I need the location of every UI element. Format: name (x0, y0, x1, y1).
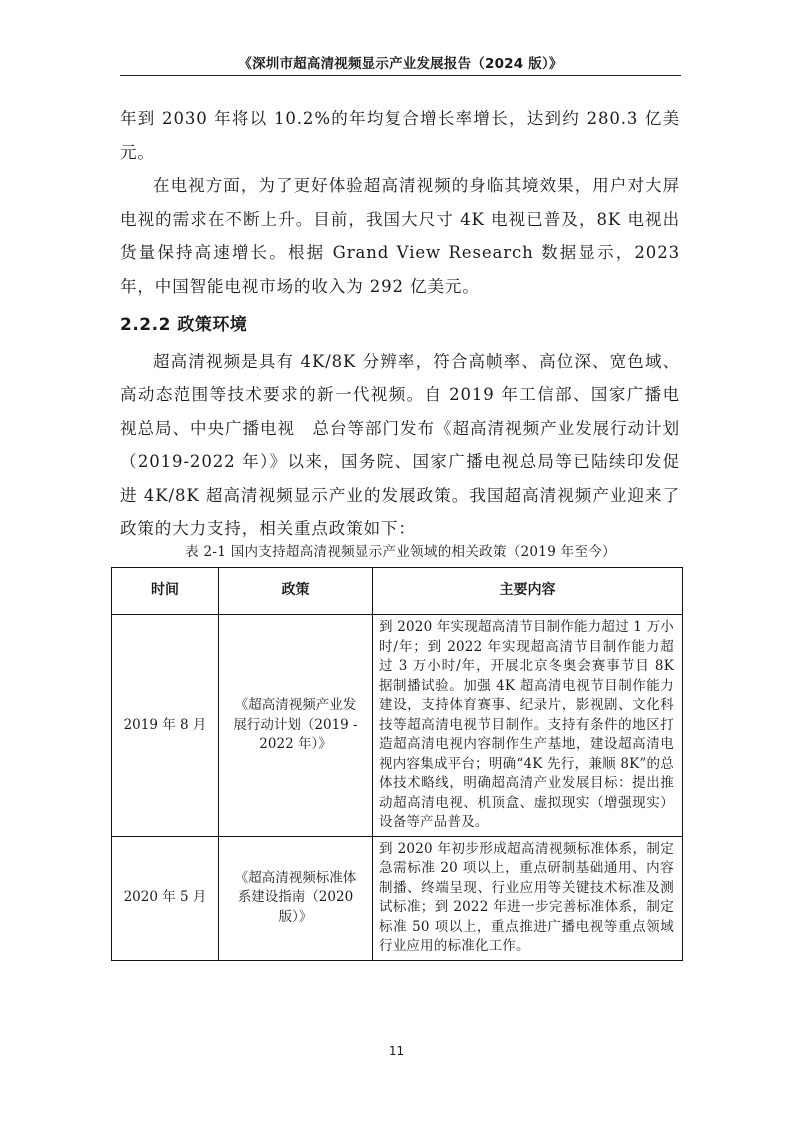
table-row (112, 836, 683, 960)
header-content: 主要内容 (373, 568, 683, 615)
body-text (120, 102, 680, 546)
row-time: 2019 年 8 月 (112, 615, 219, 837)
paragraph-3: 超高清视频是具有 4K/8K 分辨率，符合高帧率、高位深、宽色域、高动态范围等技术要求的新一代视频。自 2019 年工信部、国家广播电视总局、中央广播电视 总台等部门发布《超高清视频产业发展行动计划（2019-2022 年）》以来，国务院、国家广播电视总局等已陆续印发促进 4K/8K 超高清视频显示产业的发展政策。我国超高清视频产业迎来了政策的大力支持，相关重点政策如下： (120, 351, 680, 538)
header-policy: 政策 (219, 568, 373, 615)
table-row (112, 615, 683, 837)
row-content: 到 2020 年初步形成超高清视频标准体系，制定急需标准 20 项以上，重点研制基础通用、内容制播、终端呈现、行业应用等关键技术标准及测试标准；到 2022 年进一步完善标准体系，制定标准 50 项以上，重点推进广播电视等重点领域行业应用的标准化工作。 (373, 836, 683, 960)
table-caption: 表 2-1 国内支持超高清视频显示产业领域的相关政策（2019 年至今） (185, 544, 616, 560)
row-content: 到 2020 年实现超高清节目制作能力超过 1 万小时/年；到 2022 年实现超高清节目制作能力超过 3 万小时/年，开展北京冬奥会赛事节目 8K 据制播试验。加强 4K 超高清电视节目制作能力建设，支持体育赛事、纪录片，影视剧、文化科技等超高清电视节目制作。支持有条件的地区打造超高清电视内容制作生产基地，建设超高清电视内容集成平台；明确“4K 先行，兼顺 8K”的总体技术略线，明确超高清产业发展目标：提出推动超高清电视、机顶盒、虚拟现实（增强现实）设备等产品普及。 (373, 615, 683, 837)
paragraph-2: 在电视方面，为了更好体验超高清视频的身临其境效果，用户对大屏电视的需求在不断上升。目前，我国大尺寸 4K 电视已普及，8K 电视出货量保持高速增长。根据 Grand View Research 数据显示，2023 年，中国智能电视市场的收入为 292 亿美元。 (120, 176, 680, 296)
page-number: 11 (388, 1044, 405, 1058)
header-time: 时间 (112, 568, 219, 615)
row-policy: 《超高清视频产业发展行动计划（2019 - 2022 年）》 (219, 615, 373, 837)
running-header: 《深圳市超高清视频显示产业发展报告（2024 版）》 (238, 56, 563, 72)
paragraph-1: 年到 2030 年将以 10.2%的年均复合增长率增长，达到约 280.3 亿美元。 (120, 109, 680, 162)
policy-table (111, 567, 683, 961)
row-time: 2020 年 5 月 (112, 836, 219, 960)
table-header-row (112, 568, 683, 615)
row-policy: 《超高清视频标准体系建设指南（2020 版）》 (219, 836, 373, 960)
header-rule (120, 75, 681, 76)
section-heading: 2.2.2 政策环境 (120, 315, 248, 335)
